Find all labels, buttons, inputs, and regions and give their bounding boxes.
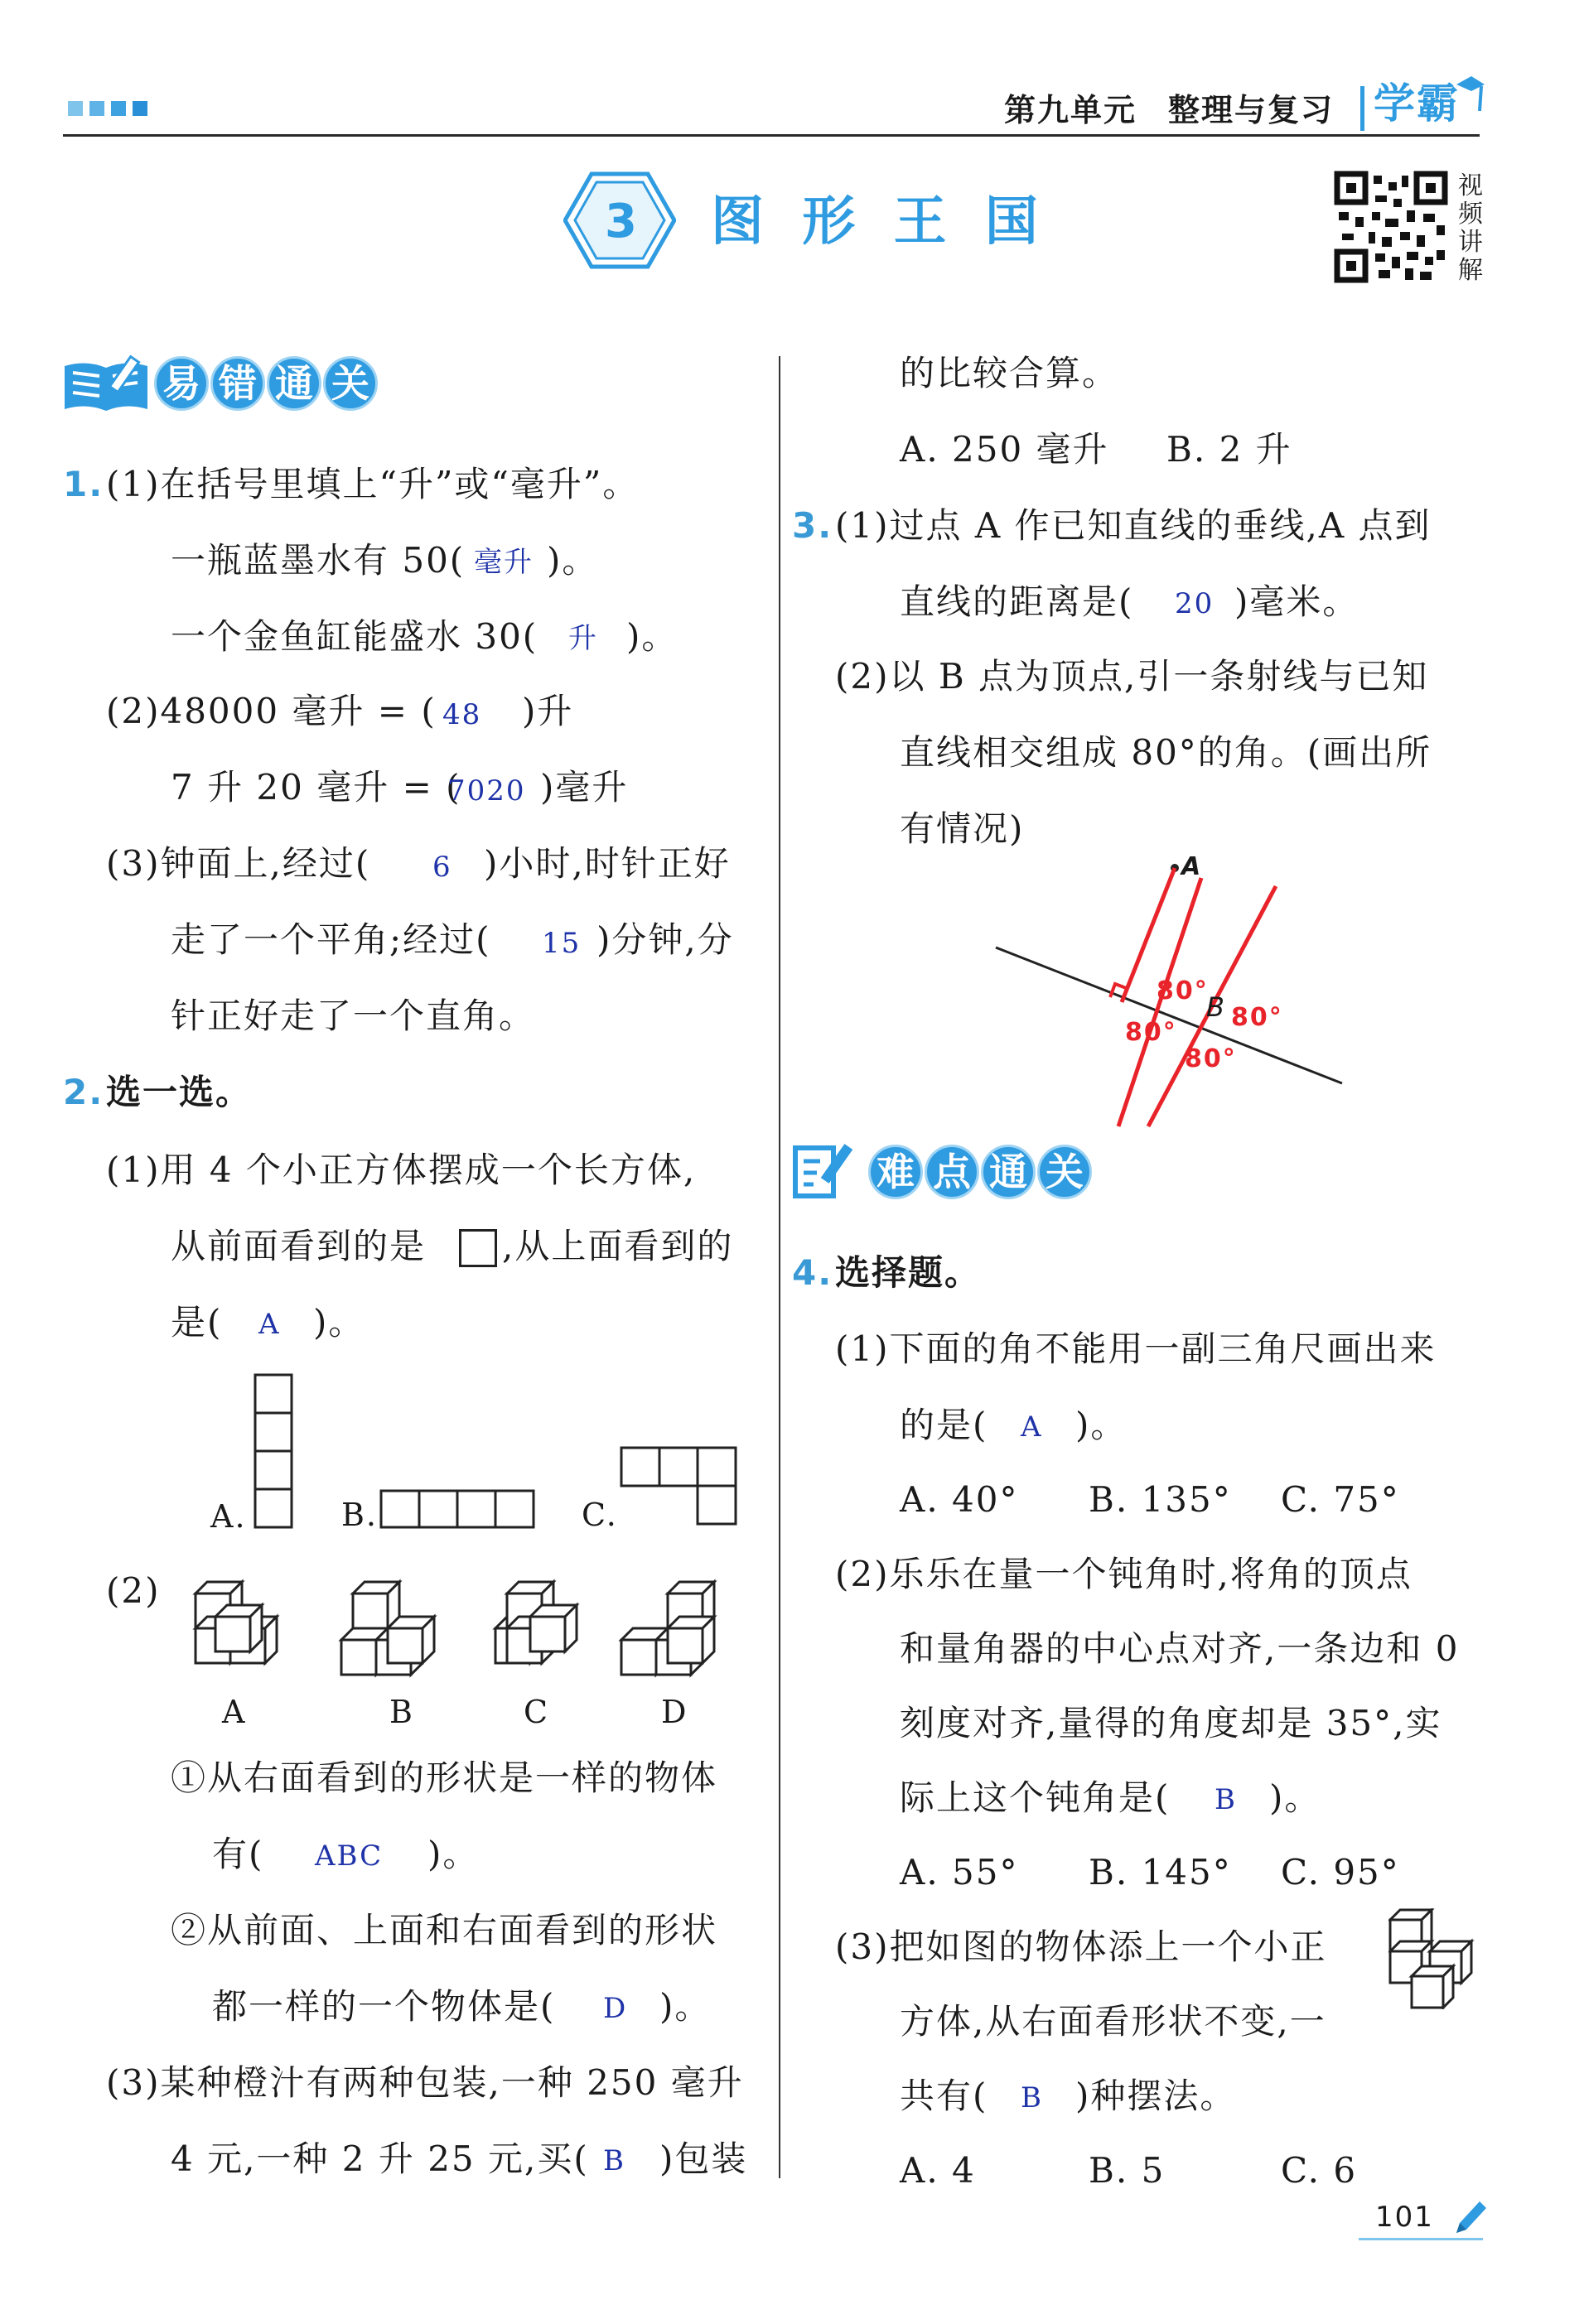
q4-line1b: )。: [1075, 1405, 1128, 1445]
q3-line1a: 直线的距离是(: [900, 581, 1134, 622]
section-title-char: 点: [925, 1145, 979, 1199]
angle-label: 80°: [1185, 1044, 1237, 1073]
option-b: B. 5: [1089, 2150, 1166, 2191]
q2-line3a: 4 元,一种 2 升 25 元,买(: [171, 2138, 589, 2179]
q4-part3: (3)把如图的物体添上一个小正: [835, 1926, 1327, 1967]
q1-line3b: )毫升: [540, 767, 629, 808]
q2-sub2: ②从前面、上面和右面看到的形状: [171, 1910, 718, 1950]
question-number: 4.: [792, 1252, 833, 1293]
header-decor-square: [68, 101, 83, 116]
answer-text: A: [258, 1308, 281, 1341]
answer-text: D: [603, 1992, 628, 2025]
figure-label: D: [661, 1694, 688, 1730]
q2-line3b: )包装: [659, 2138, 748, 2179]
q2-line2b: )。: [313, 1302, 365, 1343]
square-shape-icon: [459, 1229, 497, 1267]
section-title-char: 难: [868, 1145, 923, 1199]
q2-continue: 的比较合算。: [900, 353, 1119, 393]
q1-line2b: )。: [626, 616, 679, 657]
q1-line3a: 7 升 20 毫升 = (: [171, 767, 461, 808]
section-header-easy: [154, 356, 379, 411]
q4-line4b: )。: [1269, 1777, 1321, 1818]
section-title-easy: [154, 361, 379, 406]
q3-line3: 有情况): [900, 808, 1025, 849]
answer-text: A: [1021, 1410, 1043, 1444]
answer-text: 48: [442, 698, 482, 731]
q3-part1: (1)过点 A 作已知直线的垂线,A 点到: [835, 505, 1432, 546]
header-section: 整理与复习: [1168, 92, 1335, 128]
option-a: A. 55°: [900, 1852, 1019, 1892]
answer-text: 7020: [447, 774, 526, 808]
q2-line1a: 从前面看到的是: [171, 1226, 427, 1266]
vertical-four-squares-figure: [254, 1373, 295, 1534]
option-a: A. 4: [900, 2150, 976, 2191]
note-pencil-icon: [792, 1141, 858, 1201]
section-title-char: 关: [1037, 1145, 1092, 1199]
q1-line1a: 一瓶蓝墨水有 50(: [171, 540, 466, 581]
qr-label: 解: [1458, 256, 1485, 285]
q1-line1b: )。: [547, 540, 599, 581]
pencil-icon: [1451, 2198, 1488, 2238]
section-title-char: 通: [267, 356, 321, 411]
header-unit: 第九单元: [1004, 92, 1137, 128]
option-c: C. 75°: [1281, 1479, 1400, 1520]
q2-line2a: 是(: [171, 1302, 223, 1343]
angle-label: 80°: [1157, 976, 1209, 1005]
answer-text: 20: [1175, 587, 1215, 620]
section-title-char: 错: [210, 356, 265, 411]
q1-line2a: 一个金鱼缸能盛水 30(: [171, 616, 538, 657]
answer-text: B: [1215, 1783, 1237, 1816]
q1-line4b: )分钟,分: [596, 919, 734, 960]
option-a: A. 250 毫升: [900, 429, 1109, 470]
q1-part1: (1)在括号里填上“升”或“毫升”。: [106, 464, 640, 504]
graduation-cap-icon: [1455, 70, 1485, 119]
section-title-char: 通: [981, 1145, 1036, 1199]
q4-title: 选择题。: [835, 1252, 982, 1293]
answer-text: 15: [542, 927, 582, 960]
option-label: B.: [341, 1497, 379, 1533]
q4-part1: (1)下面的角不能用一副三角尺画出来: [835, 1328, 1437, 1369]
book-pencil-icon: [61, 354, 151, 416]
q3-line2: 直线相交组成 80°的角。(画出所: [900, 732, 1432, 773]
option-b: B. 145°: [1089, 1852, 1232, 1892]
q2-line1b: ,从上面看到的: [502, 1226, 734, 1266]
q2-sub1: ①从右面看到的形状是一样的物体: [171, 1757, 718, 1798]
section-header-hard: [868, 1145, 1094, 1199]
section-title-char: 关: [323, 356, 378, 411]
q4-line6a: 共有(: [900, 2076, 988, 2116]
answer-text: 毫升: [474, 546, 534, 579]
question-number: 1.: [63, 464, 104, 504]
cube-object-figure: [1388, 1908, 1485, 2009]
q2-sub1b: 有(: [212, 1834, 264, 1874]
angle-label: 80°: [1125, 1018, 1177, 1047]
option-c: C. 95°: [1281, 1852, 1400, 1892]
l-shape-squares-figure: [620, 1446, 739, 1529]
q2-part2: (2): [106, 1570, 161, 1611]
header-brand: 学霸: [1374, 80, 1460, 128]
q4-line1a: 的是(: [900, 1405, 988, 1445]
header-decor-square: [133, 101, 147, 116]
section-title-hard: [868, 1150, 1094, 1194]
q3-part2: (2)以 B 点为顶点,引一条射线与已知: [835, 656, 1429, 697]
point-b-label: B: [1206, 991, 1226, 1023]
horizontal-four-squares-figure: [379, 1489, 540, 1531]
q4-line2: 和量角器的中心点对齐,一条边和 0: [900, 1628, 1460, 1669]
question-number: 3.: [792, 505, 833, 546]
qr-label: 讲: [1458, 228, 1485, 257]
cube-figures-abcd: [187, 1554, 751, 1703]
answer-text: B: [603, 2144, 625, 2177]
option-c: C. 6: [1281, 2150, 1358, 2191]
qr-code-icon: [1334, 171, 1448, 283]
figure-label: C: [524, 1694, 550, 1730]
option-label: A.: [210, 1498, 247, 1535]
header-rule: [63, 134, 1480, 137]
page-title: 图 形 王 国: [711, 191, 1048, 253]
q1-line4a: 走了一个平角;经过(: [171, 919, 491, 960]
q4-line5: 方体,从右面看形状不变,一: [900, 2001, 1326, 2042]
q3-line1b: )毫米。: [1234, 581, 1359, 622]
q4-line3: 刻度对齐,量得的角度却是 35°,实: [900, 1703, 1442, 1743]
figure-label: A: [222, 1694, 247, 1730]
point-a-label: A: [1181, 852, 1203, 881]
q1-part2a: (2)48000 毫升 = (: [106, 691, 437, 731]
option-label: C.: [582, 1497, 618, 1533]
q1-line5: 针正好走了一个直角。: [171, 996, 536, 1036]
title-number: 3: [605, 195, 639, 248]
header-decor-square: [89, 101, 104, 116]
section-title-char: 易: [154, 356, 209, 411]
q2-part3: (3)某种橙汁有两种包装,一种 250 毫升: [106, 2062, 744, 2103]
answer-text: 升: [568, 622, 598, 655]
q2-sub1c: )。: [427, 1834, 480, 1874]
q4-part2: (2)乐乐在量一个钝角时,将角的顶点: [835, 1554, 1413, 1594]
footer-rule: [1359, 2238, 1483, 2240]
answer-text: ABC: [315, 1839, 384, 1873]
q1-part3b: )小时,时针正好: [484, 843, 731, 884]
q2-part1: (1)用 4 个小正方体摆成一个长方体,: [106, 1150, 697, 1190]
figure-label: B: [389, 1694, 414, 1730]
q4-line4a: 际上这个钝角是(: [900, 1777, 1171, 1818]
q1-part3a: (3)钟面上,经过(: [106, 843, 371, 884]
q2-sub2c: )。: [659, 1986, 712, 2027]
header-decor-square: [111, 101, 126, 116]
option-b: B. 2 升: [1166, 429, 1292, 470]
header-divider: [1360, 86, 1364, 131]
q2-title: 选一选。: [106, 1072, 253, 1112]
answer-text: B: [1021, 2081, 1043, 2114]
page-number: 101: [1375, 2201, 1434, 2234]
question-number: 2.: [63, 1072, 104, 1112]
q4-line6b: )种摆法。: [1075, 2076, 1237, 2116]
option-a: A. 40°: [900, 1479, 1019, 1520]
answer-text: 6: [432, 851, 452, 884]
q2-sub2b: 都一样的一个物体是(: [212, 1986, 556, 2027]
qr-label: 视: [1458, 171, 1485, 200]
option-b: B. 135°: [1089, 1479, 1232, 1520]
qr-label: 频: [1458, 200, 1485, 229]
q1-part2b: )升: [522, 691, 574, 731]
angle-label: 80°: [1231, 1003, 1283, 1032]
column-divider: [779, 356, 780, 2178]
